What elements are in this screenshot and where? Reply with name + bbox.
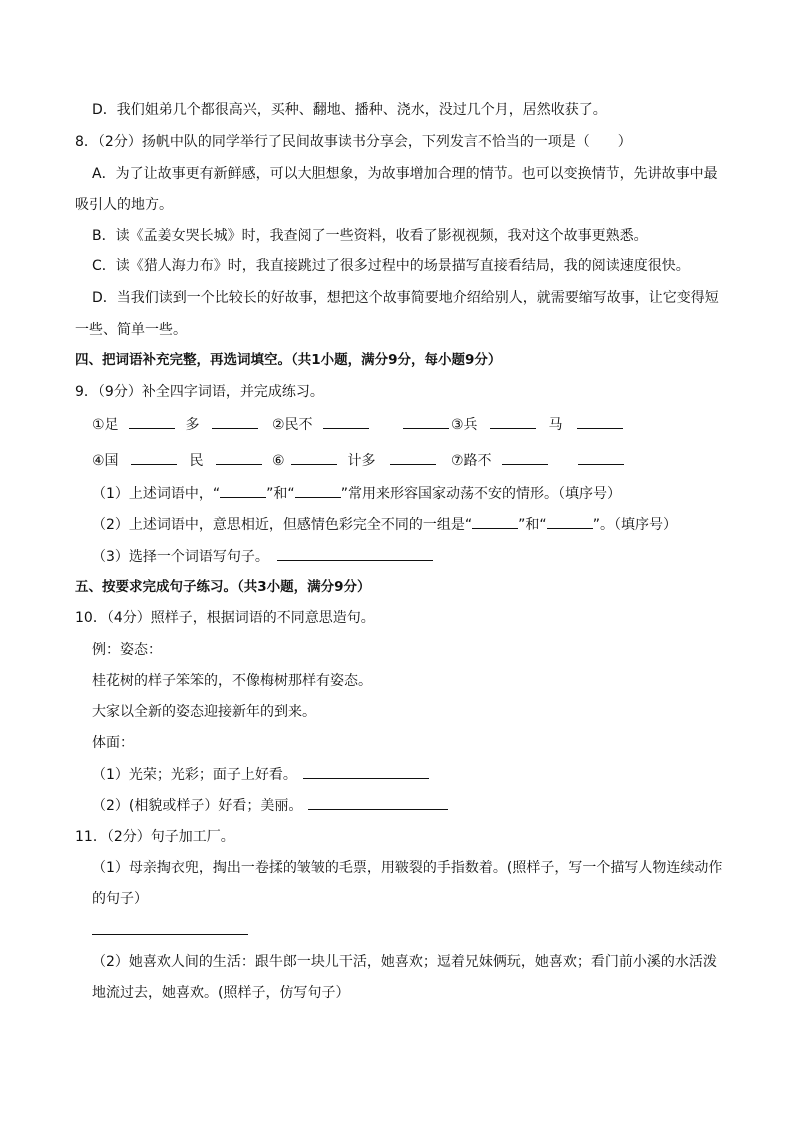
q10-example-label: 例：姿态：: [92, 642, 162, 658]
word-3-middle: 马: [548, 417, 563, 433]
q10-sub1-text: （1）光荣；光彩；面子上好看。: [92, 767, 297, 783]
q9-sub2-blank-2[interactable]: [547, 514, 593, 529]
word-2: [272, 414, 449, 434]
q9-sub1-text-c: ”常用来形容国家动荡不安的情形。（填序号）: [340, 486, 621, 502]
word-7-blank-1[interactable]: [502, 450, 548, 465]
q9-sub1-text-b: ”和“: [266, 486, 295, 502]
q11-sub2-line1: （2）她喜欢人间的生活：跟牛郎一块儿干活，她喜欢；逗着兄妹俩玩，她喜欢；看门前小溪的水活泼: [92, 954, 717, 970]
q11-sub1-answer: [92, 920, 248, 940]
q9-sub2-text-b: ”和“: [518, 517, 547, 533]
q11-sub1-line1: （1）母亲掏衣兜，掏出一卷揉的皱皱的毛票，用皲裂的手指数着。(照样子，写一个描写人物连续动作: [92, 860, 723, 876]
word-6: [272, 450, 436, 470]
word-3: [451, 414, 623, 434]
word-7-prefix: ⑦路不: [451, 453, 492, 469]
word-3-blank-1[interactable]: [490, 414, 536, 429]
word-1: [92, 414, 258, 434]
q9-sub1-blank-1[interactable]: [220, 483, 266, 498]
q8-option-c: C．读《猎人海力布》时，我直接跳过了很多过程中的场景描写直接看结局，我的阅读速度很快。: [92, 258, 690, 274]
q10-sub1-answer-line[interactable]: [303, 764, 429, 779]
q11-sub2-line2: 地流过去，她喜欢。(照样子，仿写句子）: [92, 985, 350, 1001]
word-6-blank-2[interactable]: [390, 450, 436, 465]
word-1-middle: 多: [185, 417, 200, 433]
q9-sub3-answer-line[interactable]: [277, 546, 433, 561]
q10-sub2-answer-line[interactable]: [308, 795, 448, 810]
q9-sub2-text-c: ”。（填序号）: [592, 517, 677, 533]
q10-sub1: [92, 764, 429, 784]
q9-sub2-blank-1[interactable]: [472, 514, 518, 529]
word-2-blank-2[interactable]: [403, 414, 449, 429]
q9-sub3: [92, 546, 433, 566]
word-1-prefix: ①足: [92, 417, 119, 433]
q10-sub2: [92, 795, 448, 815]
q9-sub1: [92, 483, 621, 503]
q9-stem: 9．（9分）补全四字词语，并完成练习。: [75, 384, 324, 400]
word-7-blank-2[interactable]: [578, 450, 624, 465]
word-1-blank-1[interactable]: [129, 414, 175, 429]
q8-option-d-line2: 一些、简单一些。: [75, 322, 187, 338]
word-4: [92, 450, 262, 470]
word-4-blank-1[interactable]: [131, 450, 177, 465]
q10-stem: 10．（4分）照样子，根据词语的不同意思造句。: [75, 610, 375, 626]
q11-stem: 11．（2分）句子加工厂。: [75, 829, 235, 845]
q10-sub2-text: （2）(相貌或样子）好看；美丽。: [92, 798, 303, 814]
q10-example-1: 桂花树的样子笨笨的，不像梅树那样有姿态。: [92, 673, 372, 689]
q9-sub3-text: （3）选择一个词语写句子。: [92, 549, 269, 565]
q9-sub1-text-a: （1）上述词语中，“: [92, 486, 221, 502]
word-6-blank-1[interactable]: [291, 450, 337, 465]
word-4-middle: 民: [189, 453, 204, 469]
word-4-prefix: ④国: [92, 453, 119, 469]
q9-sub1-blank-2[interactable]: [295, 483, 341, 498]
q10-example-2: 大家以全新的姿态迎接新年的到来。: [92, 704, 316, 720]
word-4-blank-2[interactable]: [216, 450, 262, 465]
word-2-prefix: ②民不: [272, 417, 313, 433]
section4-heading: 四、把词语补充完整，再选词填空。（共1小题，满分9分，每小题9分）: [75, 352, 502, 368]
word-6-prefix: ⑥: [272, 453, 285, 469]
q8-option-a-line2: 吸引人的地方。: [75, 197, 173, 213]
q8-option-d-line1: D．当我们读到一个比较长的好故事，想把这个故事简要地介绍给别人，就需要缩写故事，让它变得短: [92, 290, 719, 306]
q11-sub1-line2: 的句子）: [92, 891, 148, 907]
word-3-prefix: ③兵: [451, 417, 478, 433]
q8-option-b: B．读《孟姜女哭长城》时，我查阅了一些资料，收看了影视视频，我对这个故事更熟悉。: [92, 228, 648, 244]
word-2-blank-1[interactable]: [323, 414, 369, 429]
word-1-blank-2[interactable]: [212, 414, 258, 429]
q8-option-a-line1: A．为了让故事更有新鲜感，可以大胆想象，为故事增加合理的情节。也可以变换情节，先讲故事中最: [92, 166, 718, 182]
word-6-middle: 计多: [347, 453, 376, 469]
q10-word: 体面：: [92, 735, 134, 751]
section5-heading: 五、按要求完成句子练习。（共3小题，满分9分）: [75, 579, 371, 595]
q8-stem: 8．（2分）扬帆中队的同学举行了民间故事读书分享会，下列发言不恰当的一项是（ ）: [75, 134, 632, 150]
word-7: [451, 450, 624, 470]
q11-sub1-answer-line[interactable]: [92, 920, 248, 935]
word-3-blank-2[interactable]: [577, 414, 623, 429]
q9-sub2: [92, 514, 677, 534]
q9-sub2-text-a: （2）上述词语中，意思相近，但感情色彩完全不同的一组是“: [92, 517, 473, 533]
q7-option-d: D．我们姐弟几个都很高兴，买种、翻地、播种、浇水，没过几个月，居然收获了。: [92, 102, 607, 118]
